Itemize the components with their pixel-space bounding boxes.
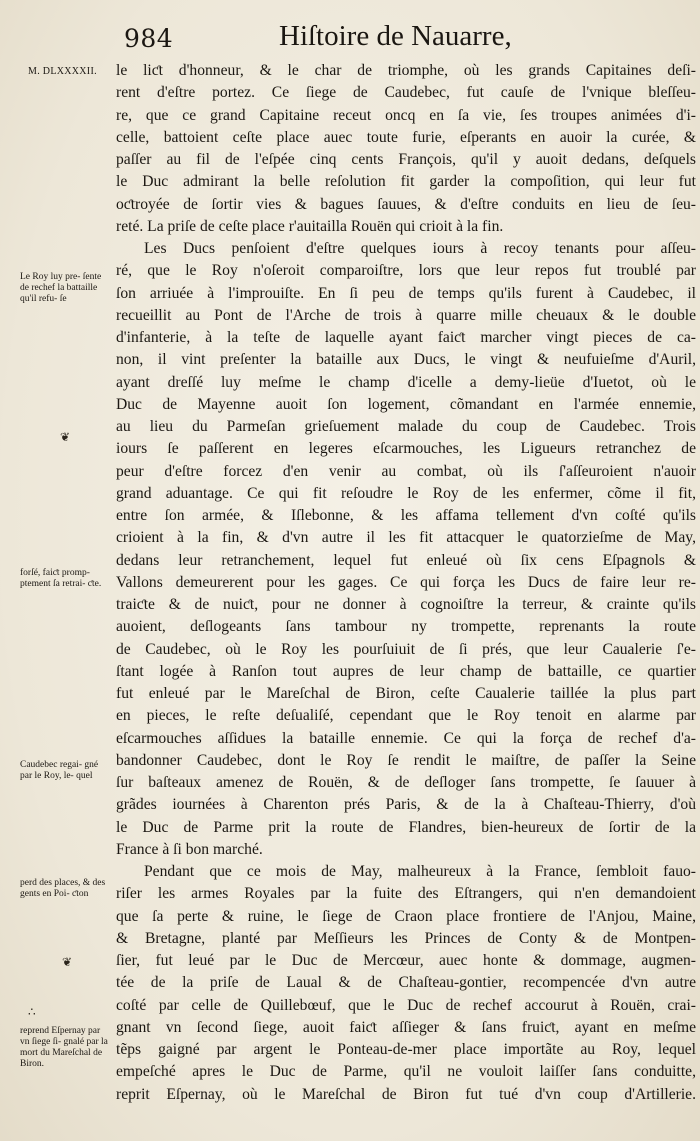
margin-note-caudebec: Caudebec regai- gné par le Roy, le- quel: [20, 760, 99, 781]
margin-note-retraicte: forſé, faiƈt promp- ptement ſa retrai- ƈte.: [20, 568, 102, 589]
text-line: bandonner Caudebec, dont le Roy ſe rendit le maiſtre, de paſſer la Seine: [116, 751, 696, 769]
text-line: entre ſon armée, & Iſlebonne, & les affama tellement d'vn coſté qu'ils: [116, 507, 696, 524]
text-line: eſcarmouches aſſidues la bataille ennemie. Ce qui la força de rechef d'a-: [116, 729, 696, 747]
text-line: riſer les armes Royales par la fuite des Eſtrangers, qui n'en demandoient: [116, 885, 696, 903]
text-line: re, que ce grand Capitaine receut oncq en ſa vie, ſes troupes animées d'i-: [116, 106, 696, 124]
text-line: recueillit au Pont de l'Arche de trois à quarre mille cheuaux & le double: [116, 306, 696, 324]
text-line: d'infanterie, à la teſte de laquelle ayant faiƈt marcher vingt pieces de ca-: [116, 329, 696, 346]
text-line: celle, battoient ceſte place auec toute furie, eſperants en auoir la curée, &: [116, 128, 696, 146]
text-line: le Duc de Parme prit la route de Flandres, bien-heureux de ſortir de la: [116, 818, 696, 836]
page-number: 984: [124, 24, 174, 53]
text-line: non, il vint preſenter la bataille aux Ducs, le vingt & neufuieſme d'Auril,: [116, 351, 696, 369]
text-line: ayant dreſſé luy meſme le champ d'icelle a demy-lieüe d'Iuetot, où le: [116, 373, 696, 391]
running-title: Hiſtoire de Nauarre,: [279, 20, 512, 52]
text-line: grand aduantage. Ce qui fit reſoudre le Roy de les enfermer, cõme il fit,: [116, 484, 696, 502]
text-line: empeſché apres le Duc de Parme, qu'il ne vouloit laiſſer ſans conduitte,: [116, 1063, 696, 1081]
text-line: ſtant logée à Ranſon tout aupres de leur champ de battaille, ce quartier: [116, 662, 696, 680]
text-line: au lieu du Parmeſan grieſuement malade du coup de Caudebec. Trois: [116, 418, 696, 435]
text-line: oƈtroyée de ſortir vies & bagues ſauues, & d'eſtre conduits en lieu de ſeu-: [116, 195, 696, 213]
text-line: de Caudebec, où le Roy les pourſuiuit de ſi prés, que leur Caualerie ſ'e-: [116, 640, 696, 658]
text-line: ſur baſteaux amenez de Rouën, & de deſloger ſans trompette, ſe ſauuer à: [116, 774, 696, 791]
text-line: grãdes iournées à Charenton prés Paris, & de la à Chaſteau-Thierry, d'où: [116, 796, 696, 814]
ornament-fleuron-icon: ❦: [60, 430, 71, 444]
text-line: traiƈte & de nuiƈt, pour ne donner à cognoiſtre la terreur, & crainte qu'ils: [116, 596, 696, 613]
text-line: paſſer au fil de l'eſpée cinq cents François, qu'il y auoit dedans, deſquels: [116, 151, 696, 168]
text-line: en pieces, le reſte deſualiſé, cependant que le Roy tenoit en alarme par: [116, 707, 696, 725]
text-line: ſon arriuée à l'improuiſte. En ſi peu de temps qu'ils furent à Caudebec, il: [116, 284, 696, 302]
main-text-column: [116, 60, 696, 1106]
text-line: fut enleué par le Mareſchal de Biron, ceſte Caualerie taillée la plus part: [116, 685, 696, 702]
text-line: le liƈt d'honneur, & le char de triomphe, où les grands Capitaines deſi-: [116, 62, 696, 79]
margin-note-roy-presente: Le Roy luy pre- ſente de rechef la battaille qu'il refu- ſe: [20, 272, 102, 304]
margin-year: M. DLXXXXII.: [28, 66, 97, 77]
text-line: & Bretagne, planté par Meſſieurs les Princes de Conty & de Montpen-: [116, 929, 696, 947]
text-line: ſier, fut leué par le Duc de Mercœur, auec honte & dommage, augmen-: [116, 952, 696, 969]
text-line: auoient, deſlogeants ſans tambour ny trompette, reprenants la route: [116, 618, 696, 636]
ornament-fleuron-icon: ❦: [62, 955, 73, 969]
text-line: que ſa perte & ruine, le ſiege de Craon place frontiere de l'Anjou, Maine,: [116, 907, 696, 925]
margin-note-poictou: perd des places, & des gents en Poi- ƈton: [20, 878, 106, 899]
text-line: Duc de Mayenne auoit ſon logement, cõmandant en l'armée ennemie,: [116, 395, 696, 413]
text-line: ré, que le Roy n'oſeroit comparoiſtre, lors que leur repos fut troublé par: [116, 262, 696, 280]
margin-note-espernay: reprend Eſpernay par vn ſiege ſi- gnalé par la mort du Mareſchal de Biron.: [20, 1026, 108, 1069]
text-line: iours ſe paſſerent en legeres eſcarmouches, les Ligueurs retranchez de: [116, 440, 696, 458]
text-line: gnant vn ſecond ſiege, auoit faiƈt aſſieger & ſans fruiƈt, ayant en meſme: [116, 1018, 696, 1036]
text-line: Vallons demeurerent pour les gages. Ce qui força les Ducs de faire leur re-: [116, 573, 696, 591]
page-header: [124, 18, 544, 58]
text-line: tée de la priſe de Laual & de Chaſteau-gontier, recompencée d'vn autre: [116, 974, 696, 992]
text-line: tẽps gaigné par argent le Ponteau-de-mer place importãte au Roy, lequel: [116, 1041, 696, 1058]
text-line: reprit Eſpernay, où le Mareſchal de Biron fut tué d'vn coup d'Artillerie.: [116, 1085, 696, 1103]
text-line: le Duc admirant la belle reſolution fit garder la compoſition, qui leur fut: [116, 173, 696, 191]
text-line: Les Ducs penſoient d'eſtre quelques iours à recoy tenants pour aſſeu-: [144, 240, 696, 257]
text-line: reté. La priſe de ceſte place r'auitailla Rouën qui crioit à la fin.: [116, 217, 504, 235]
text-line: France à ſi bon marché.: [116, 840, 263, 858]
text-line: peur d'eſtre forcez d'en venir au combat, où ils ſ'aſſeuroient n'auoir: [116, 462, 696, 480]
text-line: rent d'eſtre portez. Ce ſiege de Caudebec, fut cauſe de l'vnique bleſſeu-: [116, 84, 696, 102]
text-line: dedans leur retranchement, lequel fut enleué où ſix cens Eſpagnols &: [116, 551, 696, 569]
ornament-dots-icon: ∴: [28, 1005, 36, 1019]
text-line: crioient à la fin, & d'vn autre il les fit attacquer le quatorzieſme de May,: [116, 529, 696, 547]
text-line: coſté par celle de Quillebœuf, que le Duc de rechef accourut à Rouën, crai-: [116, 996, 696, 1014]
text-line: Pendant que ce mois de May, malheureux à la France, ſembloit fauo-: [144, 863, 696, 880]
